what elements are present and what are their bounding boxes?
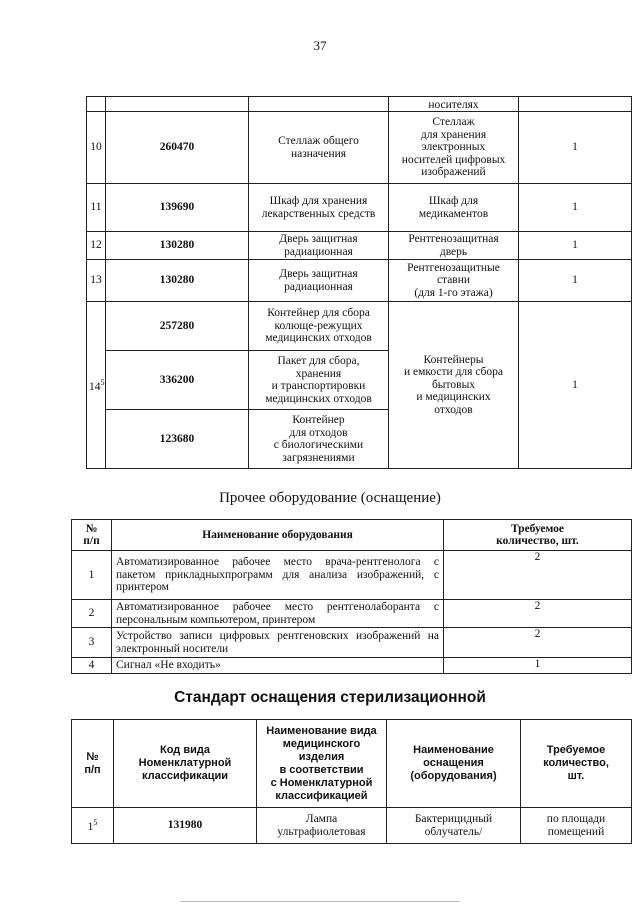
table-row [87, 184, 632, 232]
cell-equip: Рентгенозащитные ставни (для 1-го этажа) [389, 260, 519, 302]
table-row [87, 232, 632, 260]
cell-num: 2 [72, 600, 112, 628]
cell-qty: 1 [444, 658, 632, 674]
cell-name: Сигнал «Не входить» [112, 658, 444, 674]
cell-num: 13 [87, 260, 106, 302]
cell-code: 130280 [106, 232, 249, 260]
cell-code: 139690 [106, 184, 249, 232]
equipment-table-continued [86, 96, 632, 469]
cell-equip: Стеллаж для хранения электронных носителей цифровых изображений [389, 112, 519, 184]
table-row [72, 600, 632, 628]
table-row [72, 808, 632, 844]
cell-num: 10 [87, 112, 106, 184]
cell-equip: Рентгенозащитная дверь [389, 232, 519, 260]
cell-code: 257280 [106, 302, 249, 351]
section-title-sterilization: Стандарт оснащения стерилизационной [174, 689, 486, 706]
other-equipment-table [71, 519, 632, 674]
page-number: 37 [313, 38, 327, 53]
table-header-row [72, 520, 632, 551]
cell-equip: носителях [389, 97, 519, 112]
cell-qty: по площади помещений [521, 808, 632, 844]
cell-num: 12 [87, 232, 106, 260]
cell-equip: Бактерицидный облучатель/ [387, 808, 521, 844]
cell-num: 3 [72, 628, 112, 658]
cell-num: $14^5$ [87, 302, 106, 469]
cell-name: Пакет для сбора, хранения и транспортировки медицинских отходов [249, 351, 389, 410]
cell-name: Устройство записи цифровых рентгеновских изображений на электронный носители [112, 628, 444, 658]
cell-name: Автоматизированное рабочее место врача-рентгенолога с пакетом прикладныхпрограмм для анализа изображений, с принтером [112, 551, 444, 600]
cell-name: Шкаф для хранения лекарственных средств [249, 184, 389, 232]
table-row [72, 658, 632, 674]
header-name: Наименование вида медицинского изделия в соответствии с Номенклатурной классификацией [257, 720, 387, 808]
cell-num: 1 [72, 551, 112, 600]
cell-qty: 2 [444, 600, 632, 628]
cell-equip: Контейнеры и емкости для сбора бытовых и медицинских отходов [389, 302, 519, 469]
cell-code: 123680 [106, 410, 249, 469]
cell-qty: 1 [519, 302, 632, 469]
header-name: Наименование оборудования [112, 520, 444, 551]
cell-name: Автоматизированное рабочее место рентгенолаборанта с персональным компьютером, принтером [112, 600, 444, 628]
header-num: № п/п [72, 520, 112, 551]
cell-name: Дверь защитная радиационная [249, 260, 389, 302]
cell-name: Контейнер для отходов с биологическими загрязнениями [249, 410, 389, 469]
header-code: Код вида Номенклатурной классификации [114, 720, 257, 808]
cell-name: Стеллаж общего назначения [249, 112, 389, 184]
table-row [87, 112, 632, 184]
cell-code: 336200 [106, 351, 249, 410]
cell-qty: 1 [519, 232, 632, 260]
header-qty: Требуемое количество, шт. [444, 520, 632, 551]
cell-code: 131980 [114, 808, 257, 844]
cell-name: Контейнер для сбора колюще-режущих медицинских отходов [249, 302, 389, 351]
cell-qty: 2 [444, 628, 632, 658]
table-row [87, 302, 632, 351]
header-equip: Наименование оснащения (оборудования) [387, 720, 521, 808]
cell-qty: 1 [519, 260, 632, 302]
cell-num: $1^5$ [72, 808, 114, 844]
cell-qty: 2 [444, 551, 632, 600]
table-row [72, 628, 632, 658]
table-row [72, 551, 632, 600]
page-bottom-rule [180, 901, 460, 902]
header-num: № п/п [72, 720, 114, 808]
cell-equip: Шкаф для медикаментов [389, 184, 519, 232]
section-title-other-equipment: Прочее оборудование (оснащение) [219, 490, 441, 506]
cell-name: Лампа ультрафиолетовая [257, 808, 387, 844]
cell-qty: 1 [519, 112, 632, 184]
table-row [87, 260, 632, 302]
table-row [87, 97, 632, 112]
cell-code: 260470 [106, 112, 249, 184]
cell-name: Дверь защитная радиационная [249, 232, 389, 260]
cell-qty: 1 [519, 184, 632, 232]
table-header-row [72, 720, 632, 808]
cell-code: 130280 [106, 260, 249, 302]
cell-num: 11 [87, 184, 106, 232]
sterilization-equipment-table [71, 719, 632, 844]
cell-num: 4 [72, 658, 112, 674]
header-qty: Требуемое количество, шт. [521, 720, 632, 808]
